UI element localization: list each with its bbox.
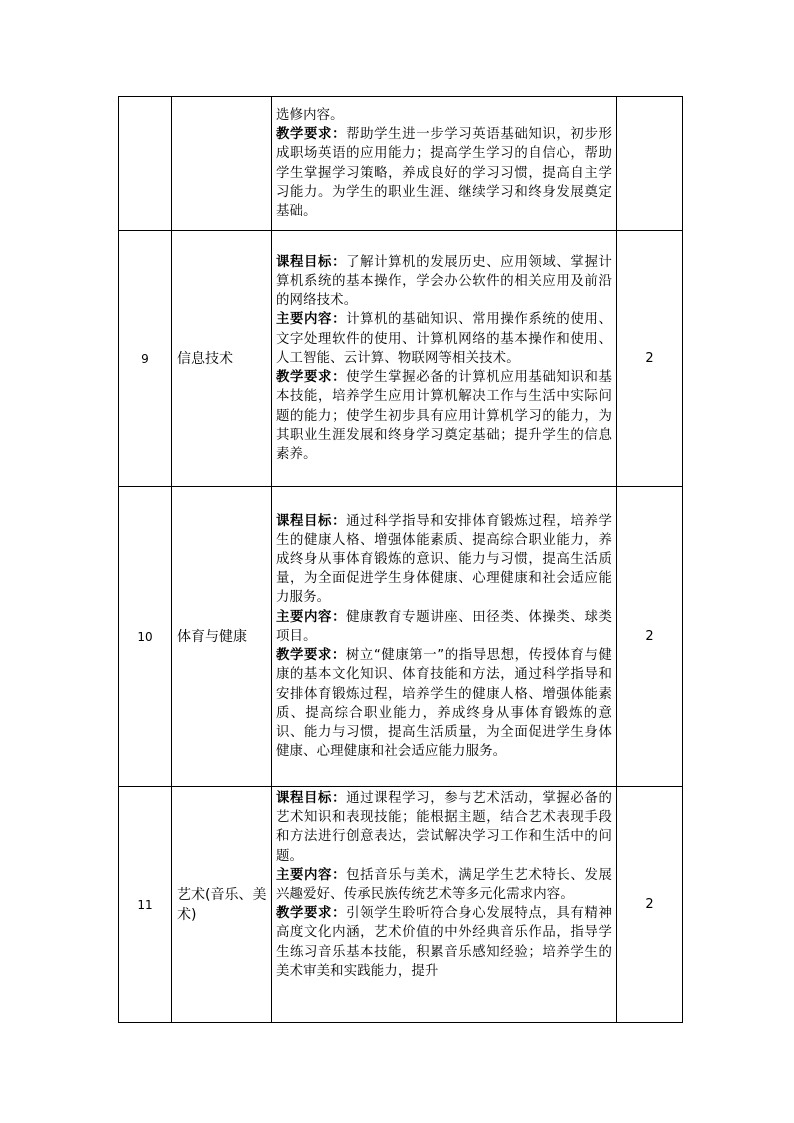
requirement-text: 树立“健康第一”的指导思想，传授体育与健康的基本文化知识、体育技能和方法，通过科学指导和安排体育锻炼过程，培养学生的健康人格、增强体能素质、提高综合职业能力，养成终身从事体育锻炼的意识、能力与习惯，提高生活质量，为全面促进学生身体健康、心理健康和社会适应能力服务。 [276, 648, 613, 760]
description-paragraph [276, 253, 612, 311]
table-row [119, 97, 683, 231]
course-description [272, 787, 617, 1023]
requirement-text: 引领学生聆听符合身心发展特点，具有精神高度文化内涵，艺术价值的中外经典音乐作品，指导学生练习音乐基本技能，积累音乐感知经验；培养学生的美术审美和实践能力，提升 [276, 906, 613, 979]
course-number [119, 97, 172, 231]
description-paragraph [276, 106, 612, 125]
course-hours: 2 [617, 787, 683, 1023]
course-description [272, 97, 617, 231]
objective-text: 通过科学指导和安排体育锻炼过程，培养学生的健康人格、增强体能素质、提高综合职业能力，养成终身从事体育锻炼的意识、能力与习惯，提高生活质量，为全面促进学生身体健康、心理健康和社会适应能力服务。 [276, 513, 613, 606]
content-label: 主要内容： [276, 609, 347, 625]
course-table [118, 96, 683, 1023]
course-number: 11 [119, 787, 172, 1023]
course-name: 体育与健康 [172, 487, 272, 787]
course-hours: 2 [617, 487, 683, 787]
description-paragraph [276, 310, 612, 368]
content-label: 主要内容： [276, 312, 347, 328]
course-number: 10 [119, 487, 172, 787]
requirement-label: 教学要求： [276, 906, 347, 922]
table-row [119, 231, 683, 487]
requirement-label: 教学要求： [276, 370, 347, 386]
objective-text: 了解计算机的发展历史、应用领域、掌握计算机系统的基本操作，学会办公软件的相关应用及前沿的网络技术。 [276, 254, 613, 309]
course-hours: 2 [617, 231, 683, 487]
course-description [272, 231, 617, 487]
description-text: 选修内容。 [276, 107, 344, 123]
table-row [119, 487, 683, 787]
description-paragraph [276, 125, 612, 221]
description-paragraph [276, 512, 612, 608]
description-paragraph [276, 368, 612, 464]
description-paragraph [276, 789, 612, 866]
objective-label: 课程目标： [276, 513, 347, 529]
requirement-text: 帮助学生进一步学习英语基础知识，初步形成职场英语的应用能力；提高学生学习的自信心，帮助学生掌握学习策略，养成良好的学习习惯，提高自主学习能力。为学生的职业生涯、继续学习和终身发展奠定基础。 [276, 127, 613, 219]
course-name: 艺术(音乐、美术) [172, 787, 272, 1023]
course-description [272, 487, 617, 787]
course-number: 9 [119, 231, 172, 487]
content-text: 计算机的基础知识、常用操作系统的使用、文字处理软件的使用、计算机网络的基本操作和使用、人工智能、云计算、物联网等相关技术。 [276, 312, 613, 366]
course-name [172, 97, 272, 231]
course-name: 信息技术 [172, 231, 272, 487]
objective-label: 课程目标： [276, 254, 347, 270]
description-paragraph [276, 904, 612, 981]
objective-text: 通过课程学习，参与艺术活动，掌握必备的艺术知识和表现技能；能根据主题，结合艺术表现手段和方法进行创意表达，尝试解决学习工作和生活中的问题。 [276, 791, 613, 864]
table-row [119, 787, 683, 1023]
description-paragraph [276, 608, 612, 646]
content-label: 主要内容： [276, 867, 347, 883]
objective-label: 课程目标： [276, 791, 347, 806]
requirement-text: 使学生掌握必备的计算机应用基础知识和基本技能，培养学生应用计算机解决工作与生活中实际问题的能力；使学生初步具有应用计算机学习的能力，为其职业生涯发展和终身学习奠定基础；提升学生的信息素养。 [276, 370, 613, 462]
course-hours [617, 97, 683, 231]
requirement-label: 教学要求： [276, 648, 346, 664]
content-text: 包括音乐与美术，满足学生艺术特长、发展兴趣爱好、传承民族传统艺术等多元化需求内容。 [276, 867, 613, 903]
requirement-label: 教学要求： [276, 127, 347, 143]
content-text: 健康教育专题讲座、田径类、体操类、球类项目。 [276, 609, 613, 644]
description-paragraph [276, 646, 612, 761]
description-paragraph [276, 866, 612, 904]
